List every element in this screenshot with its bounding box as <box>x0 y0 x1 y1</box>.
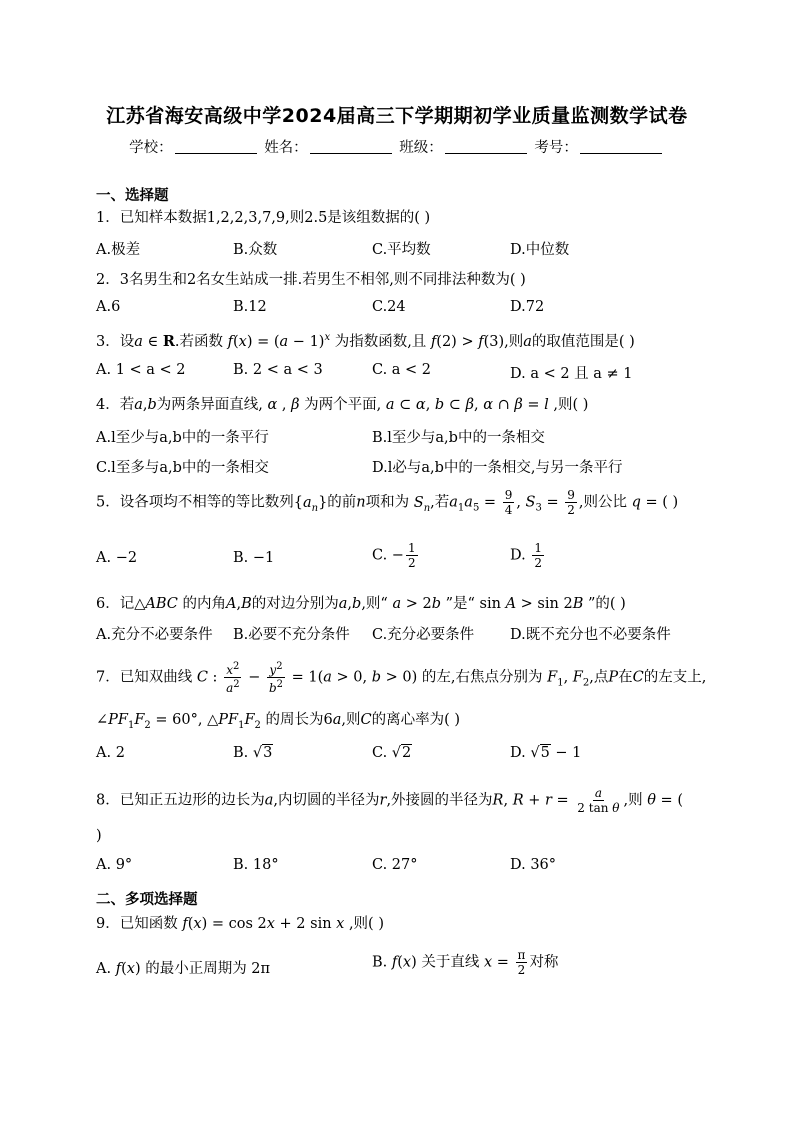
section-heading-1: 一、选择题 <box>96 188 169 204</box>
q4-option-c: C.l至多与a,b中的一条相交 <box>96 460 269 476</box>
school-label: 学校： <box>129 140 173 156</box>
name-blank[interactable] <box>310 152 392 154</box>
q7-option-b: B. √3 <box>233 745 273 761</box>
section-heading-2: 二、多项选择题 <box>96 892 198 908</box>
q4-option-d: D.l必与a,b中的一条相交,与另一条平行 <box>372 460 623 476</box>
question-7-stem-cont: $\angle PF_1F_2 = 60^\circ$, $\triangle PF_1F_2$ 的周长为6a,则C的离心率为( ) <box>96 712 461 731</box>
question-8-close: ) <box>96 828 102 844</box>
q6-option-c: C.充分必要条件 <box>372 627 475 643</box>
q6-option-d: D.既不充分也不必要条件 <box>510 627 671 643</box>
q2-option-b: B.12 <box>233 299 267 315</box>
question-6-stem: 6．记△ABC 的内角A,B的对边分别为a,b,则“ a > 2b ”是“ sin A > sin 2B ”的( ) <box>96 596 626 612</box>
q8-option-a: A. 9° <box>96 857 133 873</box>
q1-option-c: C.平均数 <box>372 242 431 258</box>
exam-title: 江苏省海安高级中学2024届高三下学期期初学业质量监测数学试卷 <box>106 105 688 127</box>
q5-option-a: A. −2 <box>96 550 138 566</box>
q6-option-b: B.必要不充分条件 <box>233 627 350 643</box>
q4-option-b: B.l至少与a,b中的一条相交 <box>372 430 545 446</box>
question-1-stem: 1．已知样本数据1,2,2,3,7,9,则2.5是该组数据的( ) <box>96 210 431 226</box>
q1-option-b: B.众数 <box>233 242 278 258</box>
q9-option-b: B. f(x) 关于直线 x = $\frac{\pi}{2}$ 对称 <box>372 948 559 977</box>
q5-option-c: C. − $\frac{1}{2}$ <box>372 541 416 570</box>
q3-option-b: B. 2 < a < 3 <box>233 362 323 378</box>
q8-option-d: D. 36° <box>510 857 557 873</box>
class-label: 班级： <box>399 140 443 156</box>
name-label: 姓名： <box>264 140 308 156</box>
question-5-stem: 5．设各项均不相等的等比数列$\{a_n\}$的前n项和为 $S_n$,若$a_1a_5$ = $\frac{9}{4}$ , $S_3$ = $\frac{9}{2}$ ,则公比 q = ( ) <box>96 488 679 517</box>
number-blank[interactable] <box>580 152 662 154</box>
class-blank[interactable] <box>445 152 527 154</box>
question-3-stem: 3．设a ∈ R.若函数 $f(x) = (a - 1)^x$ 为指数函数,且 f(2) > f(3),则a的取值范围是( ) <box>96 332 635 350</box>
q3-option-a: A. 1 < a < 2 <box>96 362 186 378</box>
question-2-stem: 2．3名男生和2名女生站成一排.若男生不相邻,则不同排法种数为( ) <box>96 272 526 288</box>
q1-option-d: D.中位数 <box>510 242 570 258</box>
q3-option-d: D. a < 2 且 a ≠ 1 <box>510 366 633 382</box>
school-blank[interactable] <box>175 152 257 154</box>
q7-option-d: D. √5 − 1 <box>510 745 582 761</box>
q1-option-a: A.极差 <box>96 242 141 258</box>
q4-option-a: A.l至少与a,b中的一条平行 <box>96 430 269 446</box>
q5-option-b: B. −1 <box>233 550 275 566</box>
number-label: 考号： <box>534 140 578 156</box>
q8-option-b: B. 18° <box>233 857 279 873</box>
q9-option-a: A. f(x) 的最小正周期为 2π <box>96 961 271 977</box>
q2-option-a: A.6 <box>96 299 121 315</box>
q2-option-d: D.72 <box>510 299 545 315</box>
q7-option-c: C. √2 <box>372 745 412 761</box>
q2-option-c: C.24 <box>372 299 406 315</box>
question-9-stem: 9．已知函数 f(x) = cos 2x + 2 sin x ,则( ) <box>96 916 384 932</box>
question-8-stem: 8．已知正五边形的边长为a,内切圆的半径为r,外接圆的半径为R, R + r = $\frac{a}{\text{2 tan θ}}$ ,则 θ = ( <box>96 786 683 815</box>
question-4-stem: 4．若a,b为两条异面直线, α , β 为两个平面, a ⊂ α, b ⊂ β, α ∩ β = l ,则( ) <box>96 397 589 413</box>
q8-option-c: C. 27° <box>372 857 418 873</box>
q3-option-c: C. a < 2 <box>372 362 432 378</box>
q7-option-a: A. 2 <box>96 745 125 761</box>
student-info-line <box>0 136 794 157</box>
q5-option-d: D. $\frac{1}{2}$ <box>510 541 542 570</box>
q6-option-a: A.充分不必要条件 <box>96 627 213 643</box>
question-7-stem: 7．已知双曲线 C : $\frac{x^2}{a^2}$ − $\frac{y^2}{b^2}$ = 1(a > 0, b > 0) 的左,右焦点分别为 $F_1$, $F_2$,点P在C的左支上, <box>96 661 707 695</box>
